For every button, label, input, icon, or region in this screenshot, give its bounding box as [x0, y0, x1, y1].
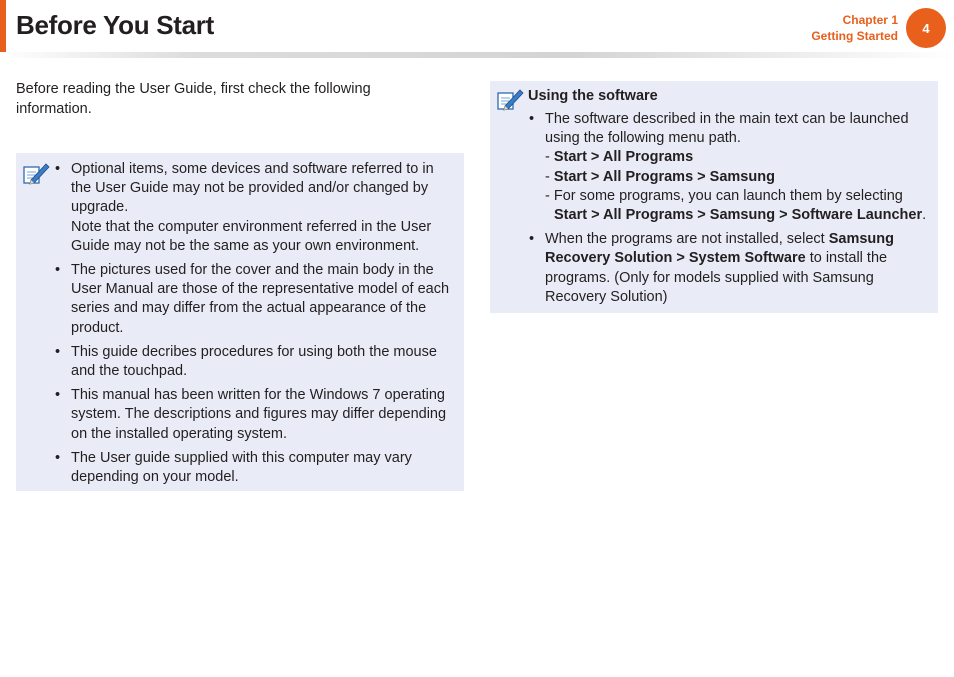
- note-pen-icon: [22, 161, 50, 187]
- list-item-text: The software described in the main text can be launched using the following menu path.: [545, 111, 909, 147]
- list-item-text: Note that the computer environment referred in the User Guide may not be the same as your own environment.: [71, 218, 432, 254]
- list-item-text: This manual has been written for the Windows 7 operating system. The descriptions and figures may differ depending on the installed operating system.: [71, 387, 447, 442]
- list-item-text: Optional items, some devices and software referred to in the User Guide may not be provided and/or changed by upgrade.: [71, 161, 434, 216]
- list-item: [55, 160, 457, 256]
- chapter-label: [811, 12, 898, 44]
- menu-path: Samsung Recovery Solution > System Software: [545, 231, 894, 267]
- list-item-text: When the programs are not installed, select: [545, 231, 829, 248]
- header-accent-bar: [0, 0, 6, 52]
- bullet-marker: •: [55, 161, 61, 177]
- list-item: [55, 386, 457, 444]
- chapter-number: Chapter 1: [842, 13, 898, 27]
- menu-path-line: - Start > All Programs: [545, 149, 694, 166]
- menu-path-line: - Start > All Programs > Samsung: [545, 168, 775, 185]
- page-number-badge: 4: [906, 8, 946, 48]
- menu-path: Start > All Programs > Samsung > Software Launcher: [554, 207, 923, 224]
- list-item: [55, 261, 457, 338]
- bullet-marker: •: [55, 387, 61, 404]
- list-item: [55, 343, 457, 381]
- menu-path-line: Start > All Programs > Samsung > Software Launcher.: [554, 207, 927, 224]
- note-box-left: [16, 153, 464, 491]
- bullet-marker: •: [55, 343, 61, 360]
- list-item-text: - For some programs, you can launch them by selecting: [545, 187, 903, 204]
- note-box-right: [490, 81, 938, 313]
- bullet-marker: •: [55, 262, 61, 279]
- list-item-text: This guide decribes procedures for using both the mouse and the touchpad.: [71, 343, 437, 380]
- list-item-text: to install the programs. (Only for models supplied with Samsung Recovery Solution): [545, 250, 888, 305]
- list-item: [529, 230, 931, 307]
- note-heading: Using the software: [528, 88, 658, 104]
- menu-path: Start > All Programs: [553, 149, 694, 166]
- note-list-left: [55, 160, 457, 492]
- page-title: Before You Start: [16, 10, 214, 40]
- note-list-right: [529, 110, 931, 312]
- chapter-name: Getting Started: [811, 29, 898, 43]
- note-pen-icon: [496, 87, 524, 113]
- bullet-marker: •: [529, 231, 535, 248]
- intro-paragraph: Before reading the User Guide, first check the following information.: [16, 81, 371, 117]
- header-divider: [0, 52, 954, 58]
- list-item: [529, 110, 931, 225]
- list-item-text: The User guide supplied with this computer may vary depending on your model.: [71, 449, 412, 486]
- bullet-marker: •: [529, 111, 535, 127]
- bullet-marker: •: [55, 449, 61, 466]
- list-item-text: The pictures used for the cover and the main body in the User Manual are those of the representative model of each series and may differ from the actual appearance of the product.: [71, 262, 450, 336]
- list-item: [55, 449, 457, 487]
- menu-path: Start > All Programs > Samsung: [553, 168, 775, 185]
